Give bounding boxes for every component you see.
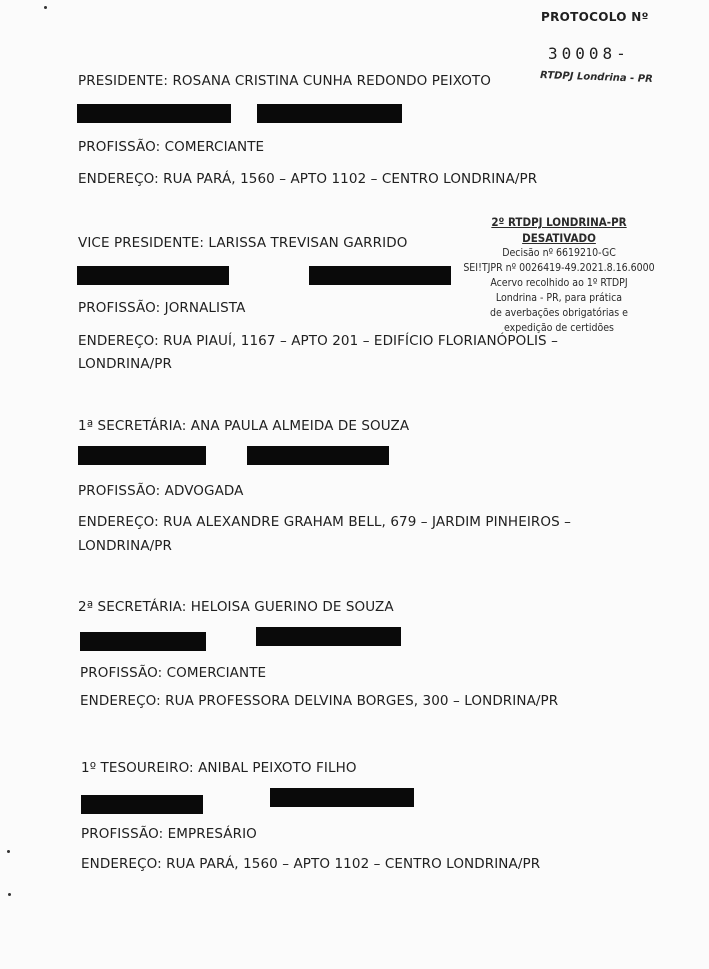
redaction-block: [78, 446, 206, 465]
scan-speck: [44, 6, 47, 9]
registry-stamp: [456, 214, 662, 336]
redaction-block: [77, 266, 229, 285]
member-address: ENDEREÇO: RUA PROFESSORA DELVINA BORGES, 300 – LONDRINA/PR: [80, 693, 559, 709]
redaction-block: [80, 632, 206, 651]
member-profession: PROFISSÃO: JORNALISTA: [78, 300, 246, 316]
member-address: LONDRINA/PR: [78, 356, 173, 372]
redaction-block: [270, 788, 414, 807]
redaction-block: [309, 266, 451, 285]
redaction-block: [256, 627, 401, 646]
redaction-block: [247, 446, 389, 465]
stamp-line: Decisão nº 6619210-GC: [502, 247, 616, 259]
protocol-number: 30008-: [548, 44, 630, 63]
member-role: VICE PRESIDENTE: LARISSA TREVISAN GARRIDO: [78, 235, 408, 251]
stamp-line: Acervo recolhido ao 1º RTDPJ: [490, 277, 628, 289]
member-address: LONDRINA/PR: [78, 538, 173, 554]
member-address: ENDEREÇO: RUA PIAUÍ, 1167 – APTO 201 – EDIFÍCIO FLORIANÓPOLIS –: [78, 333, 558, 349]
scan-speck: [8, 893, 11, 896]
member-address: ENDEREÇO: RUA PARÁ, 1560 – APTO 1102 – CENTRO LONDRINA/PR: [81, 856, 541, 872]
member-profession: PROFISSÃO: COMERCIANTE: [80, 665, 267, 681]
member-role: 1ª SECRETÁRIA: ANA PAULA ALMEIDA DE SOUZA: [78, 418, 410, 434]
redaction-block: [81, 795, 203, 814]
stamp-title: 2º RTDPJ LONDRINA-PR DESATIVADO: [491, 215, 627, 245]
stamp-line: SEI!TJPR nº 0026419-49.2021.8.16.6000: [463, 262, 655, 274]
member-profession: PROFISSÃO: EMPRESÁRIO: [81, 826, 257, 842]
redaction-block: [257, 104, 402, 123]
stamp-line: expedição de certidões: [504, 322, 614, 334]
member-role: 2ª SECRETÁRIA: HELOISA GUERINO DE SOUZA: [78, 599, 394, 615]
member-profession: PROFISSÃO: ADVOGADA: [78, 483, 244, 499]
member-role: 1º TESOUREIRO: ANIBAL PEIXOTO FILHO: [81, 760, 357, 776]
protocol-label: PROTOCOLO Nº: [541, 10, 649, 24]
redaction-block: [77, 104, 231, 123]
scan-speck: [7, 850, 10, 853]
stamp-line: Londrina - PR, para prática: [495, 292, 623, 304]
member-profession: PROFISSÃO: COMERCIANTE: [78, 139, 265, 155]
stamp-line: de averbações obrigatórias e: [490, 307, 628, 319]
member-address: ENDEREÇO: RUA PARÁ, 1560 – APTO 1102 – CENTRO LONDRINA/PR: [78, 171, 538, 187]
member-role: PRESIDENTE: ROSANA CRISTINA CUNHA REDONDO PEIXOTO: [78, 73, 491, 89]
protocol-city: RTDPJ Londrina - PR: [539, 70, 653, 85]
member-address: ENDEREÇO: RUA ALEXANDRE GRAHAM BELL, 679 – JARDIM PINHEIROS –: [78, 514, 572, 530]
